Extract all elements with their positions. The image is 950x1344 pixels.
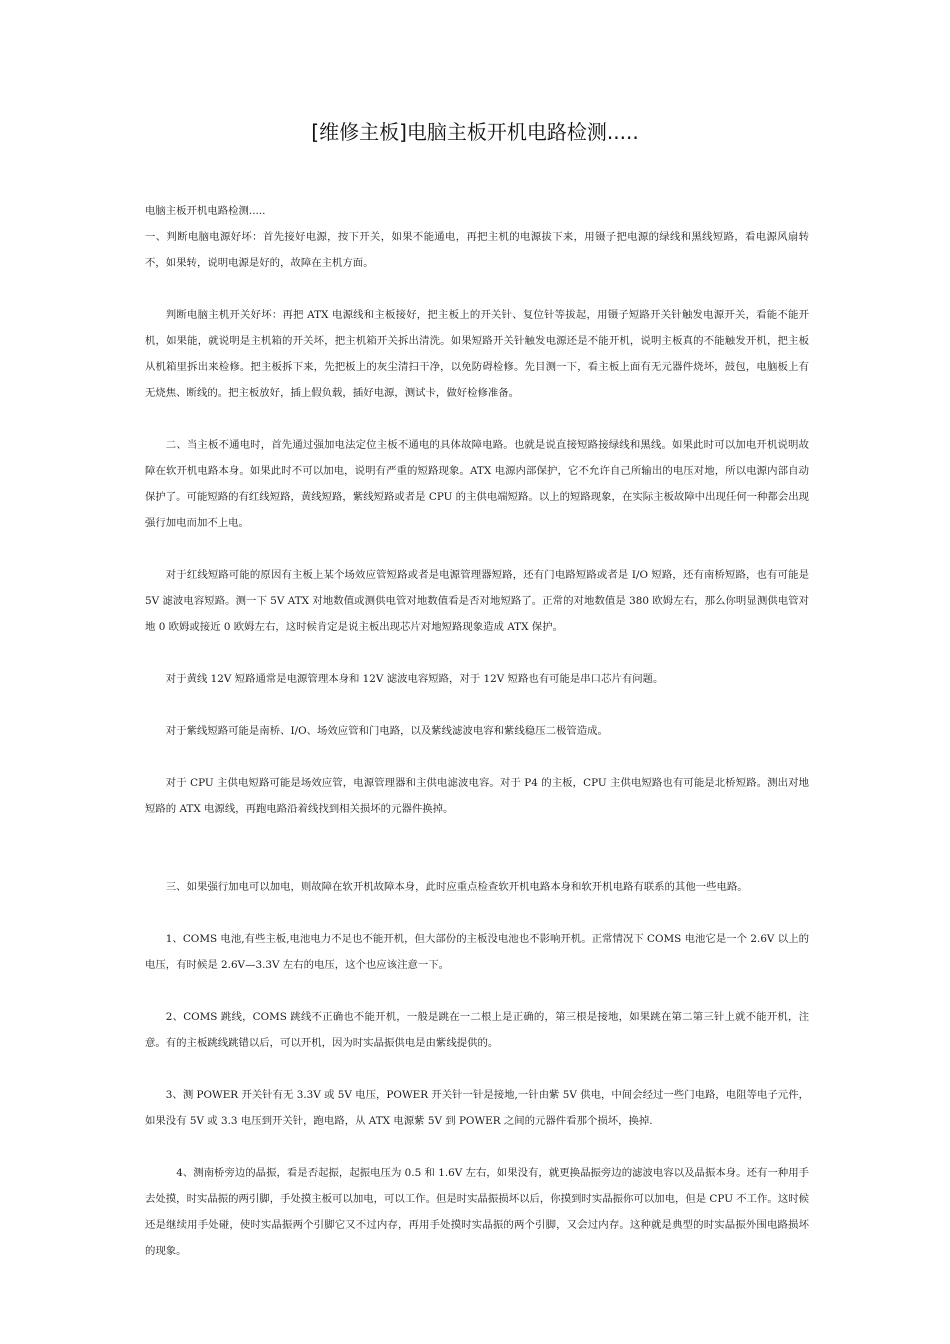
spacer: [145, 744, 809, 770]
page-title: [维修主板]电脑主板开机电路检测.....: [311, 120, 639, 144]
spacer: [145, 692, 809, 718]
paragraph-power-switch-check: 判断电脑主机开关好坏：再把 ATX 电源线和主板接好，把主板上的开关针、复位针等拔起，用镊子短路开关针触发电源开关，看能不能开机，如果能，就说明是主机箱的开关坏，把主机箱开关拆出清洗。如果短路开关针触发电源还是不能开机，说明主板真的不能触发开机，把主板从机箱里拆出来检修。把主板拆下来，先把板上的灰尘清扫干净，以免防碍检修。先目测一下，看主板上面有无元器件烧坏，鼓包，电脑板上有无烧焦、断线的。把主板放好，插上假负载，插好电源，测试卡，做好检修准备。: [145, 309, 809, 399]
paragraph-crystal-oscillator: 4、测南桥旁边的晶振，看是否起振，起振电压为 0.5 和 1.6V 左右，如果没有，就更换晶振旁边的滤波电容以及晶振本身。还有一种用手去处摸，时实晶振的两引脚，手处摸主板可以加电，可以工作。但是时实晶振损坏以后，你摸到时实晶振你可以加电，但是 CPU 不工作。这时候还是继续用手处碰，使时实晶振两个引脚它又不过内存，再用手处摸时实晶振的两个引脚，又会过内存。这种就是典型的时实晶振外围电路损坏的现象。: [145, 1167, 809, 1257]
paragraph-power-pin-voltage: 3、测 POWER 开关针有无 3.3V 或 5V 电压，POWER 开关针一针是接地,一针由紫 5V 供电，中间会经过一些门电路，电阻等电子元件，如果没有 5V 或 3.3 电压到开关针，跑电路，从 ATX 电源紫 5V 到 POWER 之间的元器件看那个损坏，换掉.: [145, 1089, 809, 1127]
paragraph-intro: 电脑主板开机电路检测.....: [145, 205, 266, 217]
paragraph-cmos-battery: 1、COMS 电池,有些主板,电池电力不足也不能开机，但大部份的主板没电池也不影响开机。正常情况下 COMS 电池它是一个 2.6V 以上的电压，有时候是 2.6V—3.3V 左右的电压，这个也应该注意一下。: [145, 933, 809, 971]
spacer: [145, 406, 809, 432]
spacer: [145, 822, 809, 874]
paragraph-purple-line-short: 对于紫线短路可能是南桥、I/O、场效应管和门电路，以及紫线滤波电容和紫线稳压二极管造成。: [165, 725, 608, 737]
spacer: [145, 900, 809, 926]
spacer: [145, 536, 809, 562]
paragraph-red-line-short: 对于红线短路可能的原因有主板上某个场效应管短路或者是电源管理器短路，还有门电路短路或者是 I/O 短路，还有南桥短路，也有可能是 5V 滤波电容短路。测一下 5V ATX 对地数值或测供电管对地数值看是否对地短路了。正常的对地数值是 380 欧姆左右，那么你明显测供电管对地 0 欧姆或接近 0 欧姆左右，这时候肯定是说主板出现芯片对地短路现象造成 ATX 保护。: [145, 569, 809, 633]
spacer: [145, 978, 809, 1004]
spacer: [145, 640, 809, 666]
spacer: [145, 276, 809, 302]
paragraph-power-supply-check: 一、判断电脑电源好坏：首先接好电源，按下开关，如果不能通电，再把主机的电源拔下来，用镊子把电源的绿线和黑线短路，看电源风扇转不，如果转，说明电源是好的，故障在主机方面。: [145, 231, 809, 269]
paragraph-soft-power-circuit: 三、如果强行加电可以加电，则故障在软开机故障本身，此时应重点检查软开机电路本身和软开机电路有联系的其他一些电路。: [165, 881, 748, 893]
spacer: [145, 1056, 809, 1082]
paragraph-cmos-jumper: 2、COMS 跳线，COMS 跳线不正确也不能开机，一般是跳在一二根上是正确的，第三根是接地，如果跳在第二第三针上就不能开机，注意。有的主板跳线跳错以后，可以开机，因为时实晶振供电是由紫线提供的。: [145, 1011, 809, 1049]
paragraph-yellow-line-short: 对于黄线 12V 短路通常是电源管理本身和 12V 滤波电容短路，对于 12V 短路也有可能是串口芯片有问题。: [165, 673, 664, 685]
paragraph-cpu-power-short: 对于 CPU 主供电短路可能是场效应管，电源管理器和主供电滤波电容。对于 P4 的主板，CPU 主供电短路也有可能是北桥短路。测出对地短路的 ATX 电源线，再跑电路沿着线找到相关损坏的元器件换掉。: [145, 777, 809, 815]
paragraph-no-power-board: 二、当主板不通电时，首先通过强加电法定位主板不通电的具体故障电路。也就是说直接短路接绿线和黑线。如果此时可以加电开机说明故障在软开机电路本身。如果此时不可以加电，说明有严重的短路现象。ATX 电源内部保护，它不允许自己所输出的电压对地，所以电源内部自动保护了。可能短路的有红线短路，黄线短路，紫线短路或者是 CPU 的主供电端短路。以上的短路现象，在实际主板故障中出现任何一种都会出现强行加电而加不上电。: [145, 439, 809, 529]
spacer: [145, 1134, 809, 1160]
document-body: [145, 198, 809, 1264]
